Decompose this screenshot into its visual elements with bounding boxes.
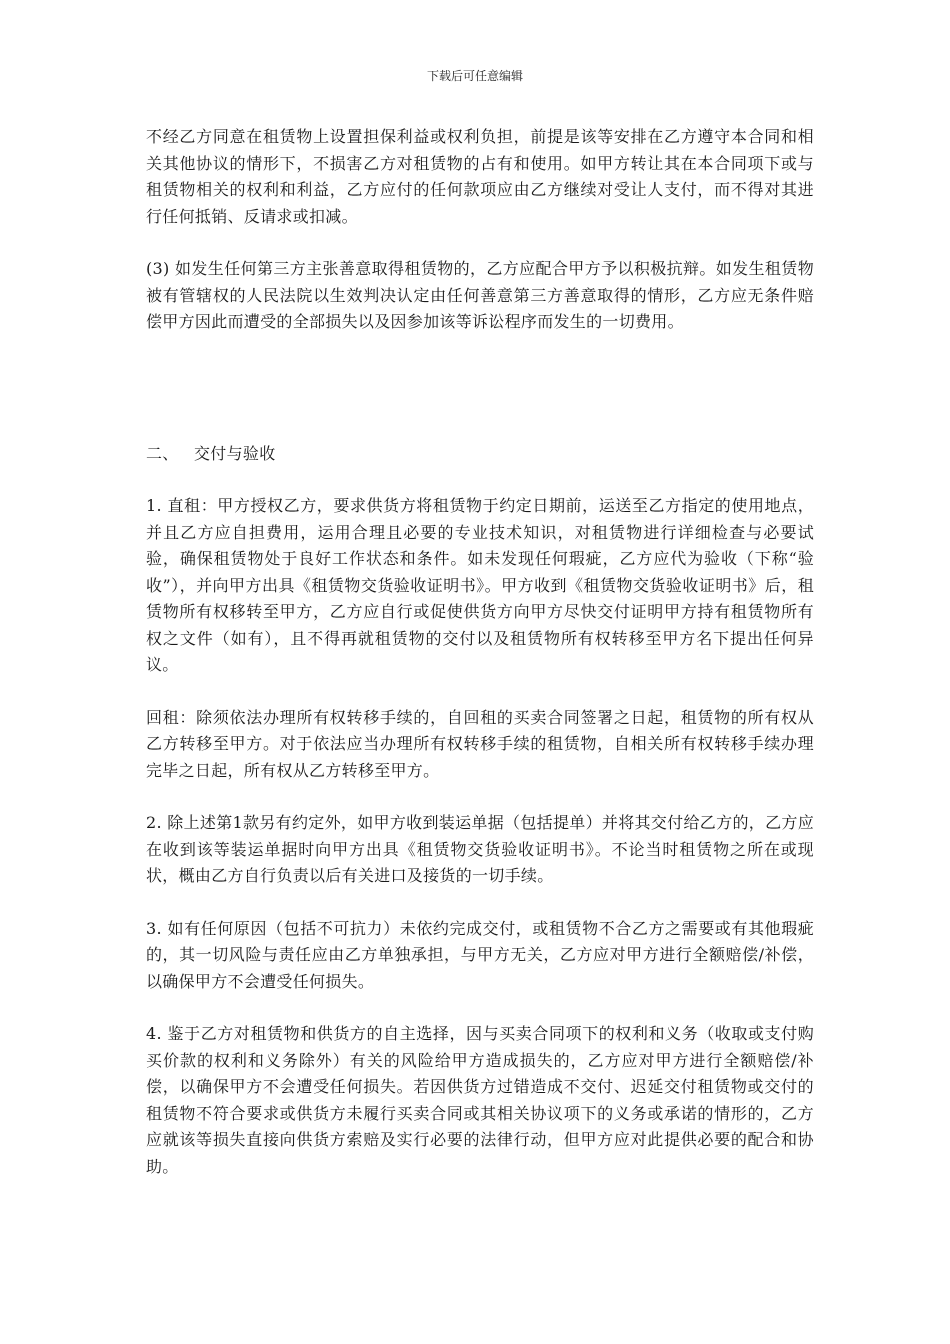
paragraph-pledge-clause: 不经乙方同意在租赁物上设置担保利益或权利负担，前提是该等安排在乙方遵守本合同和相关其他协议的情形下，不损害乙方对租赁物的占有和使用。如甲方转让其在本合同项下或与租赁物相关的权利和利益，乙方应付的任何款项应由乙方继续对受让人支付，而不得对其进行任何抵销、反请求或扣减。 (146, 127, 814, 226)
document-body (146, 124, 814, 1206)
paragraph-third-party-claim: (3) 如发生任何第三方主张善意取得租赁物的，乙方应配合甲方予以积极抗辩。如发生租赁物被有管辖权的人民法院以生效判决认定由任何善意第三方善意取得的情形，乙方应无条件赔偿甲方因此而遭受的全部损失以及因参加该等诉讼程序而发生的一切费用。 (146, 259, 814, 331)
section-title: 交付与验收 (194, 443, 276, 463)
section-spacer (146, 362, 814, 441)
paragraph-shipping-documents: 2. 除上述第1款另有约定外，如甲方收到装运单据（包括提单）并将其交付给乙方的，乙方应在收到该等装运单据时向甲方出具《租赁物交货验收证明书》。不论当时租赁物之所在或现状，概由乙方自行负责以后有关进口及接货的一切手续。 (146, 813, 814, 885)
paragraph-supplier-risk: 4. 鉴于乙方对租赁物和供货方的自主选择，因与买卖合同项下的权利和义务（收取或支付购买价款的权利和义务除外）有关的风险给甲方造成损失的，乙方应对甲方进行全额赔偿/补偿，以确保甲方不会遭受任何损失。若因供货方过错造成不交付、迟延交付租赁物或交付的租赁物不符合要求或供货方未履行买卖合同或其相关协议项下的义务或承诺的情形的，乙方应就该等损失直接向供货方索赔及实行必要的法律行动，但甲方应对此提供必要的配合和协助。 (146, 1024, 814, 1176)
paragraph-leaseback: 回租：除须依法办理所有权转移手续的，自回租的买卖合同签署之日起，租赁物的所有权从乙方转移至甲方。对于依法应当办理所有权转移手续的租赁物，自相关所有权转移手续办理完毕之日起，所有权从乙方转移至甲方。 (146, 707, 814, 780)
paragraph-direct-lease: 1. 直租：甲方授权乙方，要求供货方将租赁物于约定日期前，运送至乙方指定的使用地点，并且乙方应自担费用，运用合理且必要的专业技术知识，对租赁物进行详细检查与必要试验，确保租赁物处于良好工作状态和条件。如未发现任何瑕疵，乙方应代为验收（下称“验收”），并向甲方出具《租赁物交货验收证明书》。甲方收到《租赁物交货验收证明书》后，租赁物所有权移转至甲方，乙方应自行或促使供货方向甲方尽快交付证明甲方持有租赁物所有权之文件（如有），且不得再就租赁物的交付以及租赁物所有权转移至甲方名下提出任何异议。 (146, 496, 814, 674)
page-header-note: 下载后可任意编辑 (426, 69, 523, 83)
paragraph-delivery-risk: 3. 如有任何原因（包括不可抗力）未依约完成交付，或租赁物不合乙方之需要或有其他瑕疵的，其一切风险与责任应由乙方单独承担，与甲方无关，乙方应对甲方进行全额赔偿/补偿，以确保甲方不会遭受任何损失。 (146, 918, 814, 991)
section-number: 二、 (146, 443, 179, 463)
section-heading (146, 441, 814, 468)
